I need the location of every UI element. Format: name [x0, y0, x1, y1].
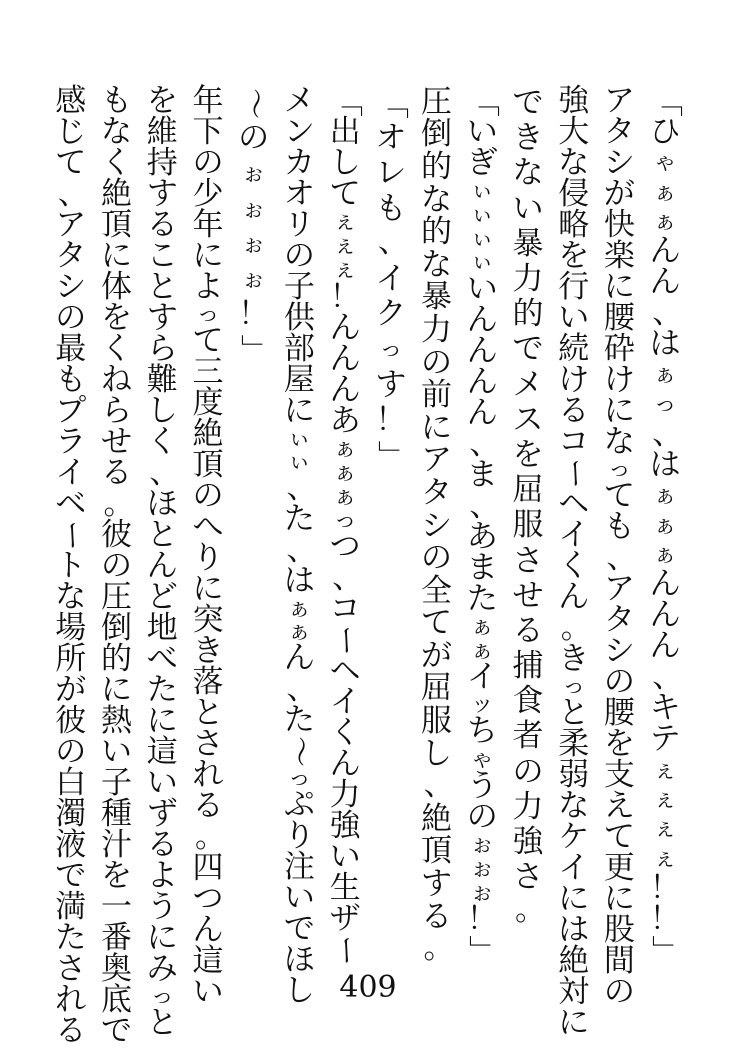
text-line: 年 下 の 少 年 に よ っ て 三 度 絶 頂 の へ り に 突 き 落 と さ れ る 。 四 つ ん 這 い: [192, 83, 226, 1010]
text-line: も な く 絶 頂 に 体 を く ね ら せ る 。 彼 の 圧 倒 的 に 熱 い 子 種 汁 を 一 番 奥 底 で: [101, 83, 135, 1049]
text-line: 「 出 し て ぇ ぇ ぇ ！ ん ん ん あ ぁ ぁ ぁ っ つ 、 コ ー ヘ イ く ん 力 強 い 生 ザ ー: [327, 86, 364, 967]
text-line: 「 い ぎ ぃ ぃ ぃ ぃ い ん ん ん ん 、 ま 、 あ ま た ぁ ぁ イ ッ ち ゃ う の ぉ ぉ ぉ ！ 」: [464, 86, 501, 967]
text-line: ア タ シ が 快 楽 に 腰 砕 け に な っ て も 、 ア タ シ の 腰 を 支 え て 更 に 股 間 の: [603, 83, 638, 1010]
text-line: 「 オ レ も 、 イ ク っ す ！ 」: [373, 88, 410, 471]
text-line: を 維 持 す る こ と す ら 難 し く 、 ほ と ん ど 地 べ た に 這 い ず る よ う に み っ と: [146, 83, 181, 1041]
text-line: ～ の ぉ ぉ ぉ ぉ ！ 」: [236, 88, 273, 366]
text-line: 感 じ て 、 ア タ シ の 最 も プ ラ イ ベ ー ト な 場 所 が 彼 の 白 濁 液 で 満 た さ れ る: [53, 83, 90, 1049]
text-line: メ ン カ オ リ の 子 供 部 屋 に ぃ ぃ 、 た 、 は ぁ ぁ ん 、 た ～ っ ぷ り 注 い で ほ し: [281, 83, 318, 1009]
text-line: 強 大 な 侵 略 を 行 い 続 け る コ ー ヘ イ く ん 。 き っ と 柔 弱 な ケ イ に は 絶 対 に: [556, 83, 593, 1041]
text-line: で き な い 暴 力 的 で メ ス を 屈 服 さ せ る 捕 食 者 の 力 強 さ 。: [512, 85, 546, 929]
page-number: 409: [339, 970, 397, 1005]
text-line: 「 ひ ゃ ぁ ぁ ん ん 、 は ぁ っ 、 は ぁ ぁ ぁ ん ん ん 、 キ テ ぇ ぇ ぇ ぇ ！ ！ 」: [647, 86, 684, 967]
text-line: 圧 倒 的 な 的 な 暴 力 の 前 に ア タ シ の 全 て が 屈 服 し 、 絶 頂 す る 。: [421, 83, 455, 967]
